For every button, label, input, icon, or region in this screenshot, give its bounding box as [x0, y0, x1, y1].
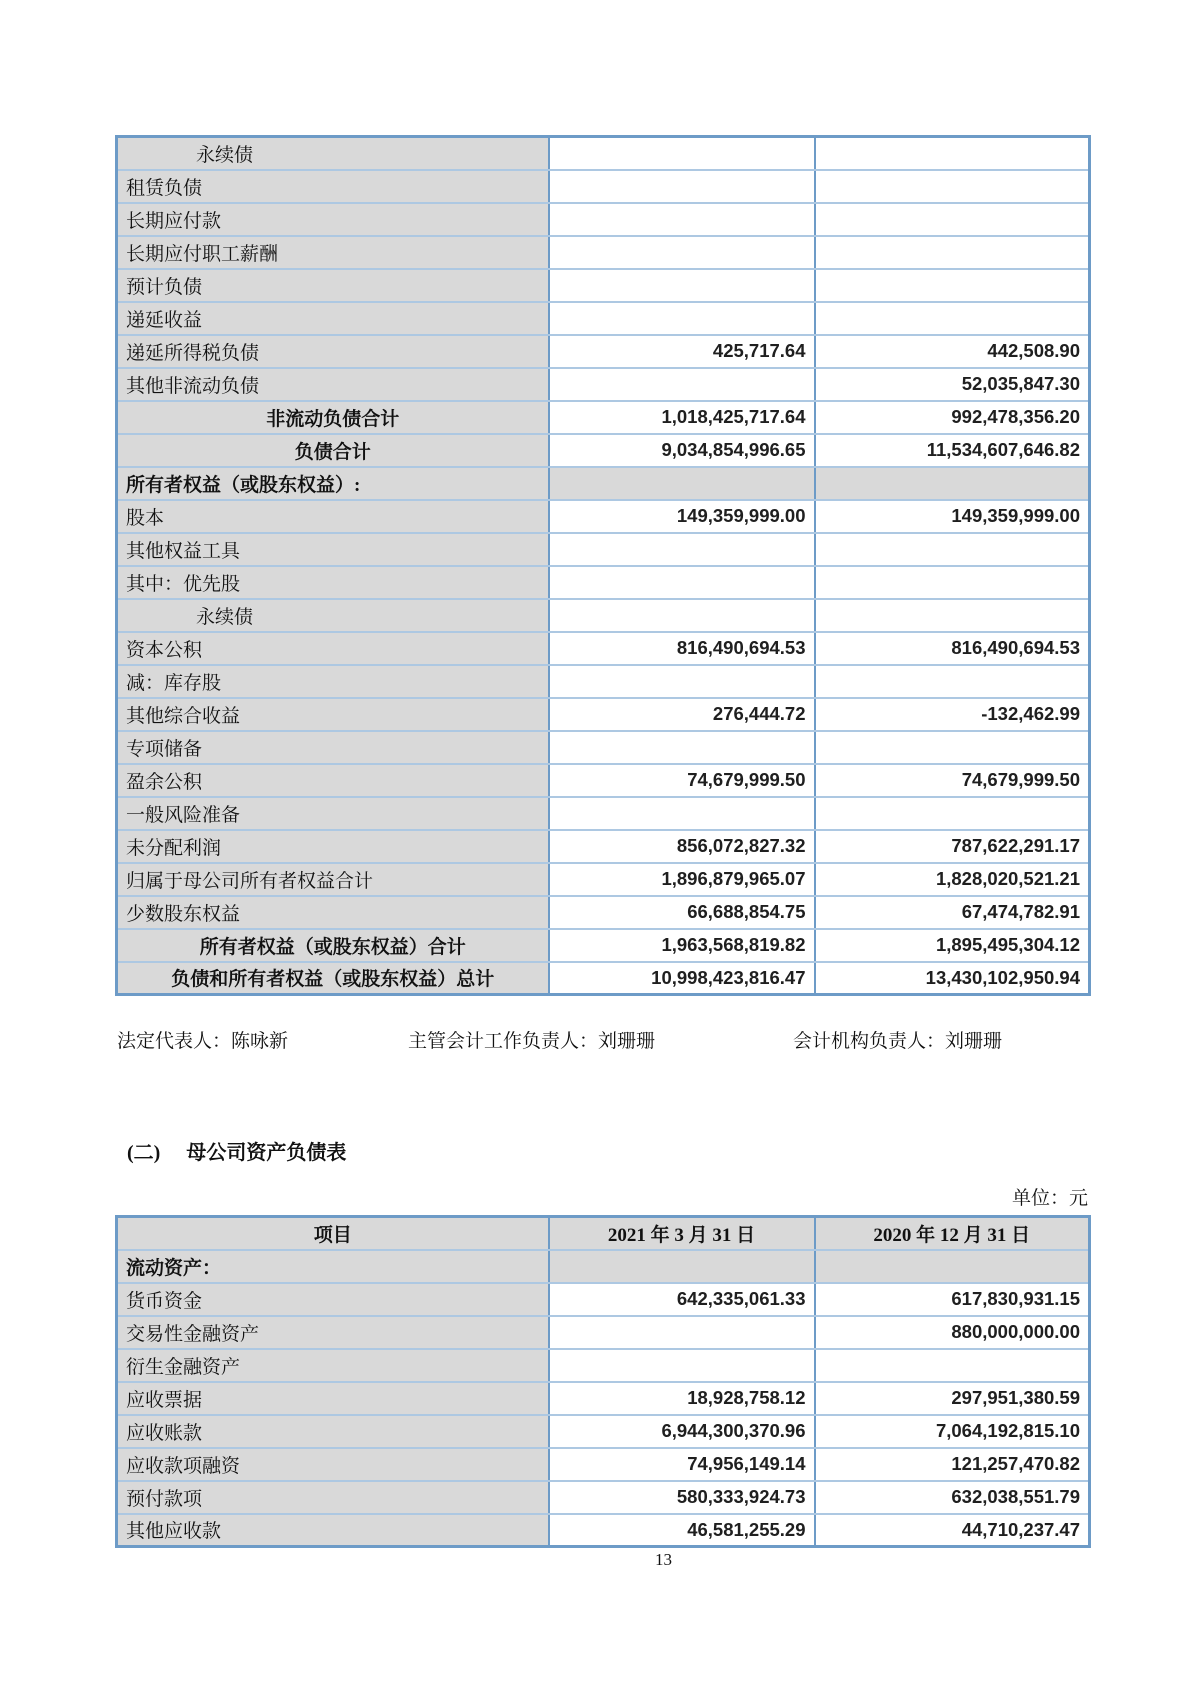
table-row	[117, 1250, 1090, 1283]
row-value	[549, 236, 815, 269]
row-value	[549, 203, 815, 236]
row-value: 425,717.64	[549, 335, 815, 368]
row-value: 816,490,694.53	[815, 632, 1090, 665]
section-title: 母公司资产负债表	[186, 1142, 347, 1164]
row-value	[549, 302, 815, 335]
row-value: 67,474,782.91	[815, 896, 1090, 929]
row-value: 11,534,607,646.82	[815, 434, 1090, 467]
row-value	[815, 731, 1090, 764]
row-value	[815, 236, 1090, 269]
unit-label: 单位：元	[1011, 1188, 1088, 1209]
table-row	[117, 1514, 1090, 1547]
section-heading	[127, 1136, 346, 1165]
column-header: 2020 年 12 月 31 日	[815, 1217, 1090, 1250]
table-body	[117, 1250, 1090, 1547]
row-value	[549, 269, 815, 302]
row-value	[815, 1349, 1090, 1382]
row-value: 7,064,192,815.10	[815, 1415, 1090, 1448]
column-header: 项目	[117, 1217, 549, 1250]
row-value: 276,444.72	[549, 698, 815, 731]
row-value: 18,928,758.12	[549, 1382, 815, 1415]
table-row	[117, 1316, 1090, 1349]
row-value	[815, 170, 1090, 203]
row-label: 负债和所有者权益（或股东权益）总计	[117, 962, 549, 995]
row-label: 减：库存股	[117, 665, 549, 698]
table-row	[117, 302, 1090, 335]
row-value: 44,710,237.47	[815, 1514, 1090, 1547]
row-value: 816,490,694.53	[549, 632, 815, 665]
row-label: 应收款项融资	[117, 1448, 549, 1481]
row-value: 9,034,854,996.65	[549, 434, 815, 467]
row-label: 衍生金融资产	[117, 1349, 549, 1382]
row-value	[549, 566, 815, 599]
row-value: 13,430,102,950.94	[815, 962, 1090, 995]
row-value: 66,688,854.75	[549, 896, 815, 929]
row-value	[815, 203, 1090, 236]
row-label: 其他非流动负债	[117, 368, 549, 401]
table-row	[117, 830, 1090, 863]
row-label: 永续债	[117, 599, 549, 632]
row-label: 未分配利润	[117, 830, 549, 863]
row-value	[549, 599, 815, 632]
row-label: 货币资金	[117, 1283, 549, 1316]
row-value	[815, 1250, 1090, 1283]
row-value: 1,828,020,521.21	[815, 863, 1090, 896]
row-label: 负债合计	[117, 434, 549, 467]
row-value: 297,951,380.59	[815, 1382, 1090, 1415]
row-label: 预付款项	[117, 1481, 549, 1514]
row-value: 617,830,931.15	[815, 1283, 1090, 1316]
table-row	[117, 1448, 1090, 1481]
row-value	[549, 1250, 815, 1283]
row-value: 880,000,000.00	[815, 1316, 1090, 1349]
row-label: 应收账款	[117, 1415, 549, 1448]
accounting-department-head-signature: 会计机构负责人：刘珊珊	[793, 1031, 1003, 1052]
row-value: -132,462.99	[815, 698, 1090, 731]
row-label: 非流动负债合计	[117, 401, 549, 434]
row-value	[815, 302, 1090, 335]
table-row	[117, 929, 1090, 962]
row-value: 74,956,149.14	[549, 1448, 815, 1481]
table-row	[117, 797, 1090, 830]
header-row	[117, 1217, 1090, 1250]
table-row	[117, 1415, 1090, 1448]
row-value: 149,359,999.00	[549, 500, 815, 533]
row-label: 其他应收款	[117, 1514, 549, 1547]
table-row	[117, 203, 1090, 236]
row-value	[815, 797, 1090, 830]
row-value: 121,257,470.82	[815, 1448, 1090, 1481]
row-value: 46,581,255.29	[549, 1514, 815, 1547]
table-row	[117, 1382, 1090, 1415]
chief-accountant-signature: 主管会计工作负责人：刘珊珊	[408, 1031, 656, 1052]
row-label: 所有者权益（或股东权益）合计	[117, 929, 549, 962]
row-label: 一般风险准备	[117, 797, 549, 830]
row-value	[549, 1316, 815, 1349]
table-header	[117, 1217, 1090, 1250]
table-row	[117, 1349, 1090, 1382]
row-label: 应收票据	[117, 1382, 549, 1415]
row-value: 74,679,999.50	[549, 764, 815, 797]
table-row	[117, 1481, 1090, 1514]
row-label: 资本公积	[117, 632, 549, 665]
row-value	[815, 137, 1090, 170]
table-row	[117, 599, 1090, 632]
table-row	[117, 863, 1090, 896]
row-label: 其他综合收益	[117, 698, 549, 731]
row-value: 1,896,879,965.07	[549, 863, 815, 896]
row-value	[549, 1349, 815, 1382]
table-row	[117, 269, 1090, 302]
row-value	[815, 599, 1090, 632]
row-value: 580,333,924.73	[549, 1481, 815, 1514]
row-value: 787,622,291.17	[815, 830, 1090, 863]
table-row	[117, 632, 1090, 665]
row-label: 少数股东权益	[117, 896, 549, 929]
row-value: 1,895,495,304.12	[815, 929, 1090, 962]
row-value: 642,335,061.33	[549, 1283, 815, 1316]
row-value: 856,072,827.32	[549, 830, 815, 863]
row-label: 所有者权益（或股东权益）:	[117, 467, 549, 500]
row-label: 股本	[117, 500, 549, 533]
table-row	[117, 500, 1090, 533]
parent-company-balance-sheet-table	[115, 1215, 1091, 1548]
row-label: 递延所得税负债	[117, 335, 549, 368]
row-value: 10,998,423,816.47	[549, 962, 815, 995]
table-row	[117, 896, 1090, 929]
row-value: 1,018,425,717.64	[549, 401, 815, 434]
row-value	[549, 368, 815, 401]
table-row	[117, 137, 1090, 170]
row-label: 租赁负债	[117, 170, 549, 203]
page-number: 13	[655, 1550, 672, 1569]
row-value	[549, 137, 815, 170]
row-label: 其中：优先股	[117, 566, 549, 599]
table-row	[117, 434, 1090, 467]
row-value: 1,963,568,819.82	[549, 929, 815, 962]
table-row	[117, 962, 1090, 995]
row-value	[549, 731, 815, 764]
row-label: 流动资产：	[117, 1250, 549, 1283]
table-row	[117, 236, 1090, 269]
legal-representative-signature: 法定代表人：陈咏新	[117, 1031, 289, 1052]
row-label: 预计负债	[117, 269, 549, 302]
row-value	[549, 467, 815, 500]
table-row	[117, 764, 1090, 797]
table-body	[117, 137, 1090, 995]
row-value: 74,679,999.50	[815, 764, 1090, 797]
row-value	[549, 170, 815, 203]
table-row	[117, 665, 1090, 698]
row-value	[815, 269, 1090, 302]
table-row	[117, 401, 1090, 434]
row-label: 盈余公积	[117, 764, 549, 797]
table-row	[117, 533, 1090, 566]
row-value	[815, 665, 1090, 698]
table-row	[117, 368, 1090, 401]
section-index: (二)	[127, 1142, 161, 1164]
row-value: 52,035,847.30	[815, 368, 1090, 401]
row-label: 长期应付款	[117, 203, 549, 236]
column-header: 2021 年 3 月 31 日	[549, 1217, 815, 1250]
row-value: 992,478,356.20	[815, 401, 1090, 434]
row-value	[815, 467, 1090, 500]
row-label: 交易性金融资产	[117, 1316, 549, 1349]
table-row	[117, 467, 1090, 500]
row-value: 149,359,999.00	[815, 500, 1090, 533]
row-value	[815, 566, 1090, 599]
row-value: 632,038,551.79	[815, 1481, 1090, 1514]
row-value: 442,508.90	[815, 335, 1090, 368]
row-label: 专项储备	[117, 731, 549, 764]
table-row	[117, 698, 1090, 731]
row-label: 其他权益工具	[117, 533, 549, 566]
row-label: 永续债	[117, 137, 549, 170]
row-label: 长期应付职工薪酬	[117, 236, 549, 269]
table-row	[117, 1283, 1090, 1316]
consolidated-balance-sheet-continuation-table	[115, 135, 1091, 996]
row-value	[815, 533, 1090, 566]
table-row	[117, 170, 1090, 203]
row-label: 归属于母公司所有者权益合计	[117, 863, 549, 896]
row-value	[549, 797, 815, 830]
row-label: 递延收益	[117, 302, 549, 335]
row-value	[549, 533, 815, 566]
table-row	[117, 566, 1090, 599]
table-row	[117, 731, 1090, 764]
row-value: 6,944,300,370.96	[549, 1415, 815, 1448]
row-value	[549, 665, 815, 698]
table-row	[117, 335, 1090, 368]
